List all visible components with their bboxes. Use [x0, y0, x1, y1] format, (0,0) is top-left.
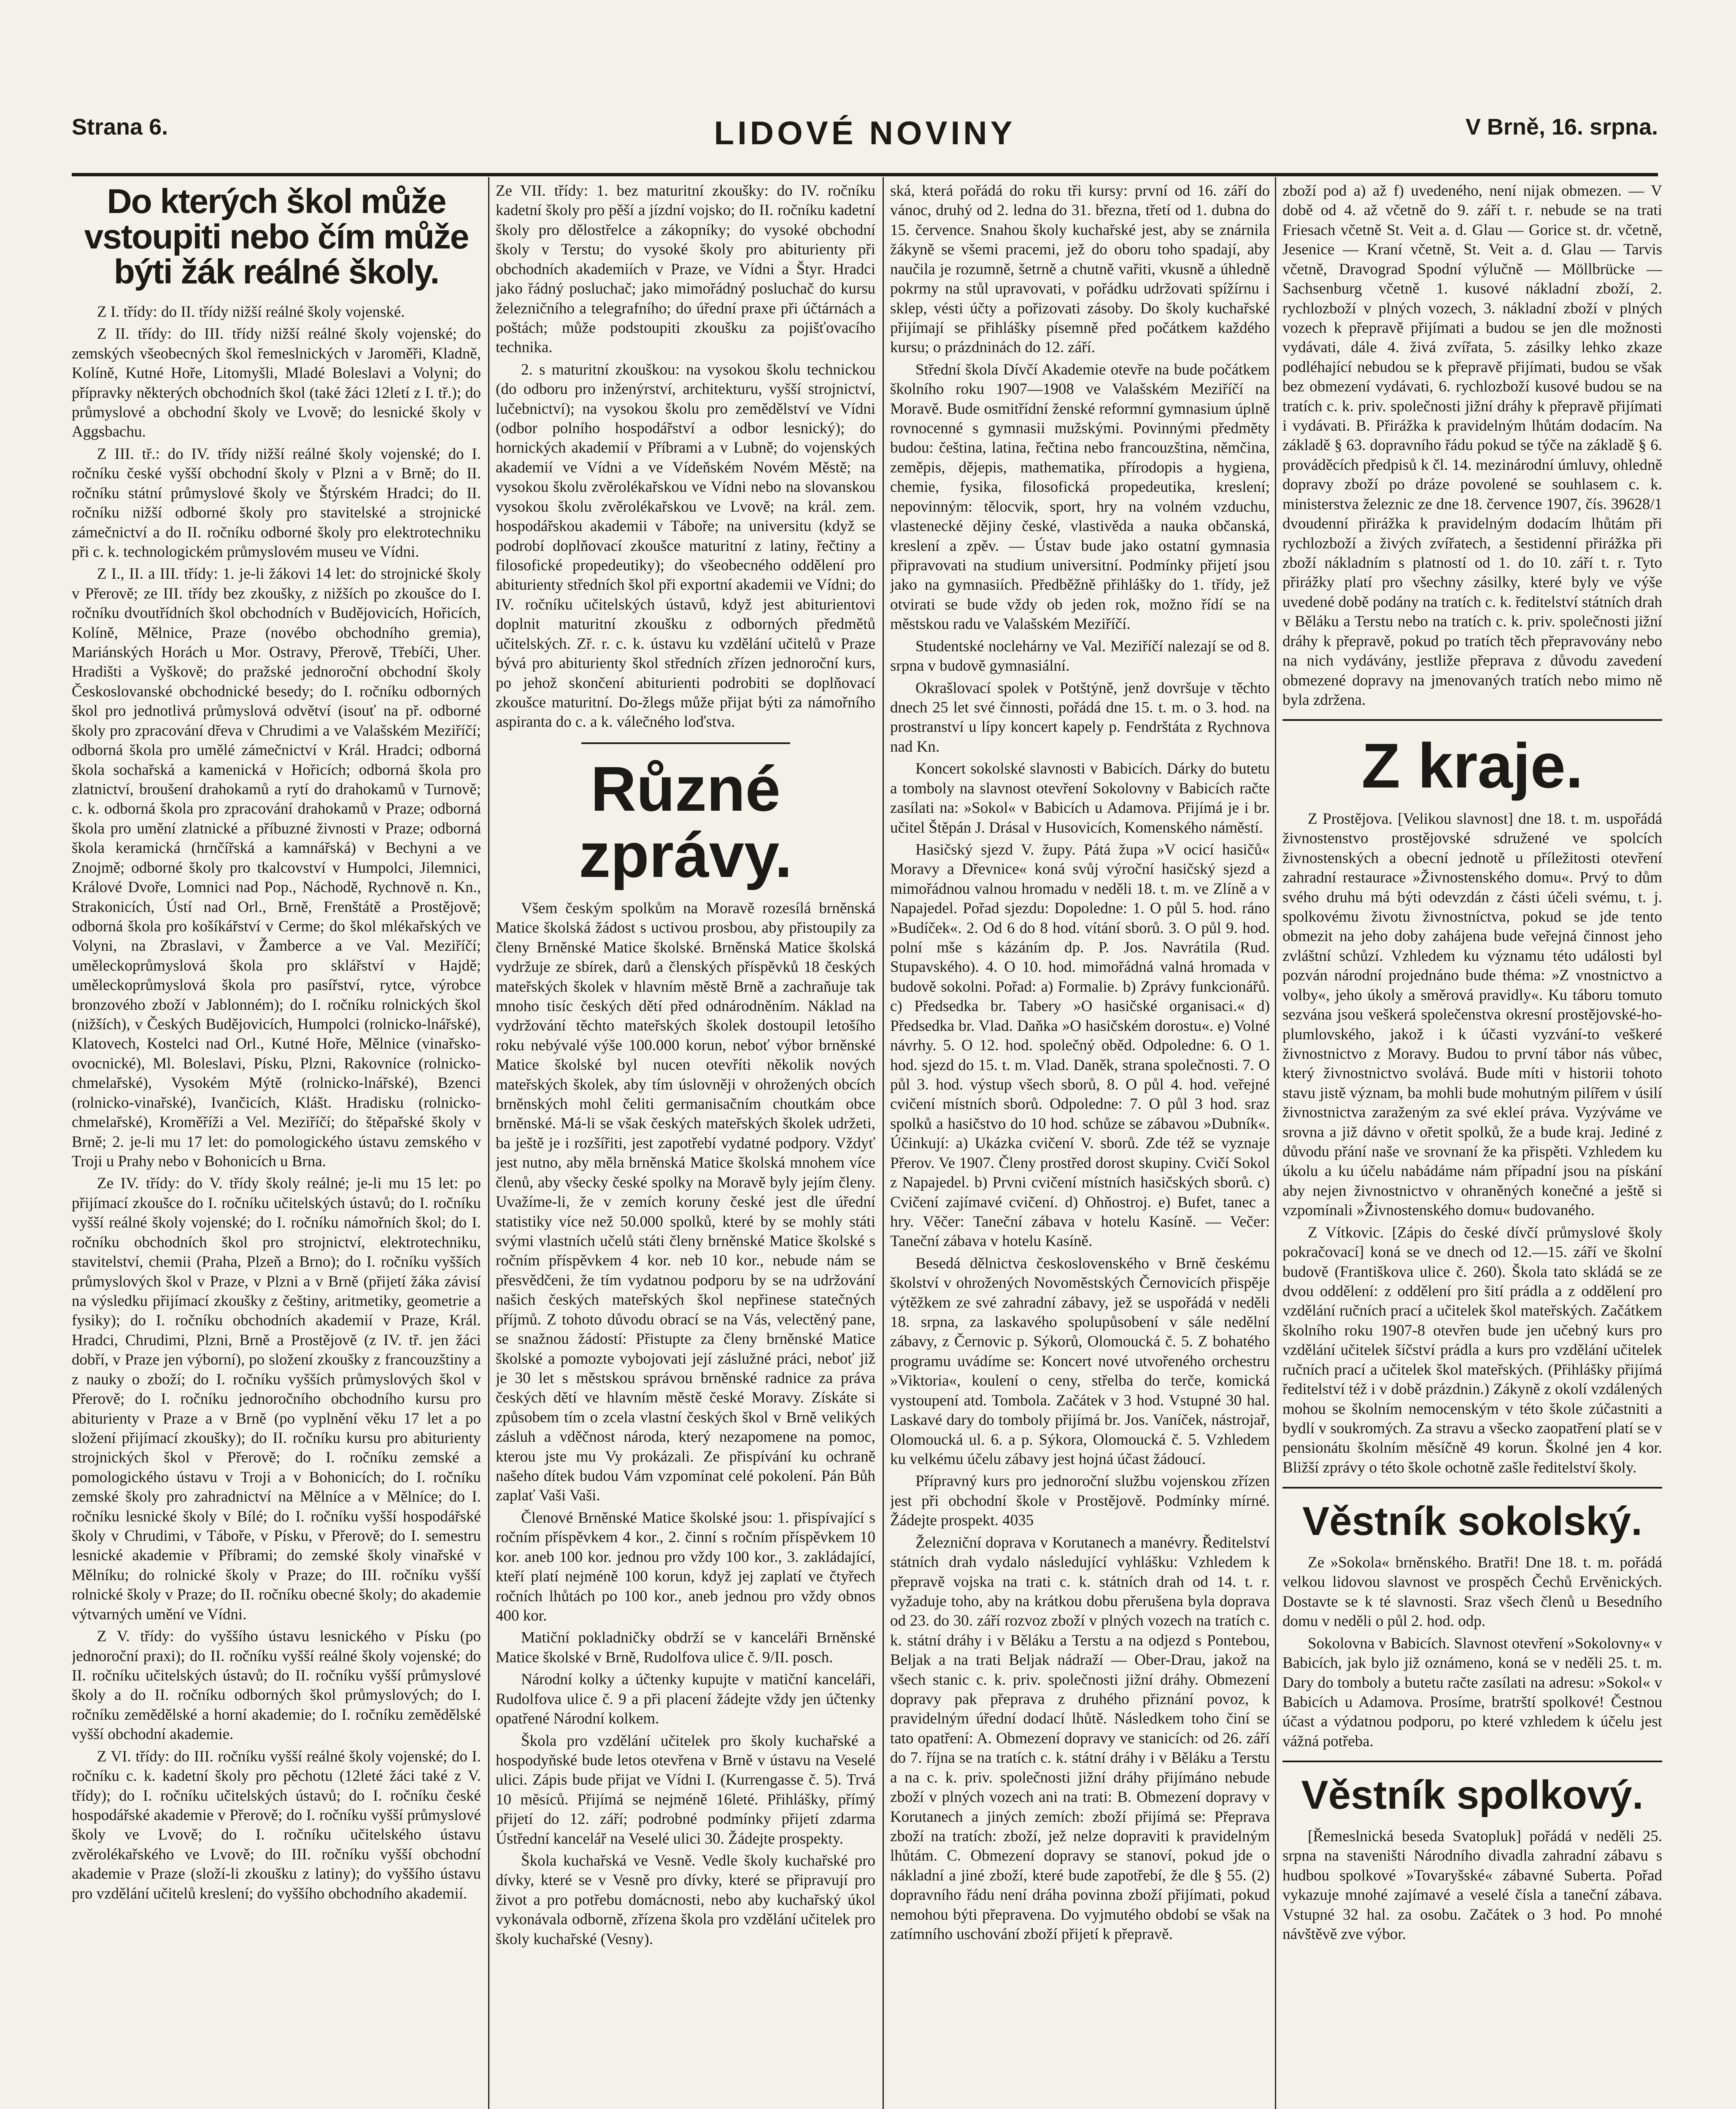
news-item: Přípravný kurs pro jednoroční službu vojenskou zřízen jest při obchodní škole v Prostějově. Podmínky mírné. Žádejte prospekt. 4035	[890, 1473, 1270, 1529]
column-2	[496, 181, 875, 2109]
news-item: Matiční pokladničky obdrží se v kanceláři Brněnské Matice školské v Brně, Rudolfova ulice č. 9/II. posch.	[496, 1629, 875, 1666]
news-item: Národní kolky a účtenky kupujte v matiční kanceláři, Rudolfova ulice č. 9 a při placení žádejte vždy jen účtenky opatřené Národní kolkem.	[496, 1671, 875, 1728]
news-item: Okrašlovací spolek v Potštýně, jenž dovršuje v těchto dnech 25 let své činnosti, pořádá dne 15. t. m. o 3. hod. na prostranství u lípy koncert kapely p. Fendrštáta z Rychnova nad Kn.	[890, 679, 1270, 755]
section-divider	[581, 742, 790, 744]
section-divider	[1282, 1761, 1662, 1762]
news-item: Hasičský sjezd V. župy. Pátá župa »V ocicí hasičů« Moravy a Dřevnice« koná svůj výroční hasičský sjezd a mimořádnou valnou hromadu v neděli 18. t. m. ve Zlíně a v Napajedel. Pořad sjezdu: Dopoledne: 1. O půl 5. hod. ráno »Budíček«. 2. Od 6 do 8 hod. vítání sborů. 3. O půl 9. hod. polní mše s kázáním dp. P. Jos. Navrátila (Rud. Stupavského). 4. O 10. hod. mimořádná valná hromada v budově sokolni. Pořad: a) Formalie. b) Zprávy funkcionářů. c) Předsedka br. Tabery »O hasičské organisaci.« d) Předsedka br. Vlad. Daňka »O hasičském dorostu«. e) Volné návrhy. 5. O 12. hod. společný oběd. Odpoledne: 6. O 1. hod. sjezd do 15. t. m. Vlad. Daněk, strana společnosti. 7. O půl 3. hod. výstup všech sborů, 8. O půl 4. hod. veřejné cvičení místních sborů. Odpoledne: 7. O půl 3 hod. sraz spolků a hasičstvo do 10 hod. schůze se zábavou »Dubník«. Účinkují: a) Ukázka cvičení V. sborů. Zde též se vyznaje Přerov. Ve 1907. Členy prostřed dorost skupiny. Cvičí Sokol z Napajedel. b) Prvni cvičení místních hasičských sborů. c) Cvičení zajímavé cvičení. d) Ohňostroj. e) Bufet, tanec a hry. Věčer: Taneční zábava v hotelu Kasíně. — Večer: Taneční zábava v hotelu Kasíně.	[890, 841, 1270, 1250]
section-title-vestnik-sokolsky: Věstník sokolský.	[1302, 1499, 1642, 1544]
news-item: ská, která pořádá do roku tři kursy: první od 16. září do vánoc, druhý od 2. ledna do 31. března, třetí od 1. dubna do 15. července. Snahou školy kuchařské jest, aby se znárnila žákyně se všemi pracemi, jež do oboru toho spadají, aby naučila je rozumně, šetrně a chutně vařiti, vkusně a úhledně pokrmy na stůl upravovati, v pořádku udržovati spížírnu i sklep, vésti účty a pořizovati zásoby. Do školy kuchařské přijímají se přihlášky písemně před počátkem každého kursu; o prázdninách do 12. září.	[890, 182, 1270, 356]
news-item: Sokolovna v Babicích. Slavnost otevření »Sokolovny« v Babicích, jak bylo již oznámeno, koná se v neděli 25. t. m. Dary do tomboly a butetu račte zasílati na adresu: »Sokol« v Babicích u Adamova. Prosíme, bratrští spolkové! Čestnou účast a výdatnou podporu, po které vzhledem k účelu jest vážná potřeba.	[1282, 1634, 1662, 1750]
news-item: Koncert sokolské slavnosti v Babicích. Dárky do butetu a tomboly na slavnost otevření Sokolovny v Babicích račte zasílati na: »Sokol« v Babicích u Adamova. Přijímá je i br. učitel Štěpán J. Drásal v Husovicích, Komenského náměstí.	[890, 760, 1270, 836]
article-headline: Do kterých škol může vstoupiti nebo čím může býti žák reálné školy.	[84, 182, 469, 291]
news-item: Studentské noclehárny ve Val. Meziříčí nalezají se od 8. srpna v budově gymnasiální.	[890, 637, 1270, 675]
article-paragraph: Z III. tř.: do IV. třídy nižší reálné školy vojenské; do I. ročníku české vyšší obchodní školy v Plzni a v Brně; do II. ročníku státní průmyslové školy ve Štýrském Hradci; do II. ročníku nižší odborné školy pro stavitelské a strojnické zámečnictví a do II. ročníku odborné školy pro elektrotechniku při c. k. technologickém průmyslovém museu ve Vídni.	[72, 445, 481, 561]
column-rule	[1275, 177, 1276, 2109]
news-item: Škola pro vzdělání učitelek pro školy kuchařské a hospodyňské bude letos otevřena v Brně v ústavu na Veselé ulici. Zápis bude přijat ve Vídni I. (Kurrengasse č. 5). Trvá 10 měsíců. Přijímá se nejméně 16leté. Přihlášky, přímý přijetí do 12. září; podrobné podmínky přijetí zdarma Ústřední kancelář na Veselé ulici 30. Žádejte prospekty.	[496, 1732, 875, 1847]
article-paragraph: Ze IV. třídy: do V. třídy školy reálné; je-li mu 15 let: po přijímací zkoušce do I. ročníku učitelských ústavů; do I. ročníku vyšší reálné školy vojenské; do I. ročníku námořních škol; do I. ročníku obchodních škol pro strojnictví, elektrotechniku, stavitelství, chemii (Praha, Plzeň a Brno); do I. ročníku vyšších průmyslových škol v Praze, v Plzni a v Brně (přijetí žáka závisí na výsledku přijímací zkoušky z češtiny, aritmetiky, geometrie a fysiky); do I. ročníku obchodních akademií v Praze, Král. Hradci, Chrudimi, Plzni, Brně a Prostějově (z IV. tř. jen žáci dobří, v Praze jen výborní), po složení zkoušky z francouzštiny a z nauky o zboží; do I. ročníku vyšších průmyslových škol v Přerově; do I. ročníku jednoročního obchodního kursu pro abiturienty v Praze a v Brně (po vyplnění věku 17 let a po složení přijímací zkoušky); do II. ročníku kursu pro abiturienty strojnických škol v Přerově; do I. ročníku zemské a pomologického ústavu v Troji a v Bohonicích; do I. ročníku zemské školy pro zahradnictví na Mělníce a v Mělníce; do I. ročníku lesnické školy v Bílé; do I. ročníku vyšší hospodářské školy v Chrudimi, v Táboře, v Písku, v Přerově; do I. semestru lesnické akademie v Příbrami; do zemské školy vinařské v Mělníku; do rolnické školy v Praze; do III. ročníku vyšší rolnické školy v Praze; do II. ročníku obecné školy; do akademie výtvarných umění ve Vídni.	[72, 1175, 481, 1623]
news-item: Členové Brněnské Matice školské jsou: 1. přispívající s ročním příspěvkem 4 kor., 2. činní s ročním příspěvkem 10 kor. aneb 100 kor. jednou pro vždy 100 kor., 3. zakládající, kteří platí nejméně 100 korun, když jej zaplatí ve čtyřech ročních lhůtách po 100 kor., aneb jednou pro vždy obnos 400 kor.	[496, 1509, 875, 1624]
section-divider	[1282, 1487, 1662, 1489]
masthead	[72, 105, 1658, 176]
article-paragraph: 2. s maturitní zkouškou: na vysokou školu technickou (do odboru pro inženýrství, architekturu, vyšší strojnictví, lučebnictví); na vysokou školu pro zemědělství ve Vídni (odbor polního hospodářství a odbor lesnický); do hornických akademií v Příbrami a v Lubně; do vojenských akademií ve Vídni a ve Vídeňském Novém Městě; na vysokou školu zvěrolékařskou ve Vídni nebo na slovanskou vysokou školu zvěrolékařskou ve Lvově; na král. zem. hospodářskou akademii v Táboře; na universitu (když se podrobí doplňovací zkoušce maturitní z latiny, řečtiny a filosofické propedeutiky); do všeobecného oddělení pro abiturienty středních škol při exportní akademii ve Vídni; do IV. ročníku učitelských ústavů, když jest abiturientovi doplnit maturitní zkoušku z odborných předmětů učitelských. Zř. r. c. k. ústavu ku vzdělání učitelů v Praze bývá pro abiturienty škol středních zřízen jednoroční kurs, po jehož skončení abiturienti podrobiti se doplňovací zkoušce maturitní. Do-žlegs může přijat býti za námořního aspiranta do c. a k. válečného loďstva.	[496, 361, 875, 731]
place-date: V Brně, 16. srpna.	[1465, 114, 1658, 140]
news-item: Všem českým spolkům na Moravě rozesílá brněnská Matice školská žádost s uctivou prosbou, aby přistoupily za členy Brněnské Matice školské. Brněnská Matice školská vydržuje ze sbírek, darů a členských příspěvků 18 českých mateřských školek v hlavním městě Brně a zachraňuje tak mnoho tisíc českých dětí před odnárodněním. Náklad na vydržování těchto mateřských školek dostoupil letošího roku nebývalé výše 100.000 korun, neboť výbor brněnské Matice školské byl nucen otevříti několik nových mateřských školek, aby tím úslovněji v ohrožených obcích brněnských mohl čeliti germanisačním choutkám obce brněnské. Má-li se však českých mateřských školek udržeti, ba ještě je i rozšířiti, jest zapotřebí vydatné podpory. Vždyť jest nutno, aby měla brněnská Matice školská mnohem více členů, aby všecky české spolky na Moravě byly jejím členy. Uvažíme-li, že v zemích koruny české jest dle úřední statistiky více než 50.000 spolků, které by se mohly státi svými vlastních učelů státi členy brněnské Matice školské s ročním příspěvkem 4 kor. neb 10 kor., nebude nám se přesvědčeni, že tím vydatnou podporu by se na udržování našich českých mateřských škol nepřinese statečných příjmů. Z tohoto důvodu obrací se na Vás, velectěný pane, se snažnou žádostí: Přistupte za členy brněnské Matice školské a pomozte vybojovati její záslužné práci, neboť již je 30 let s městskou správou brněnské radnice za práva českých dětí ve hlavním městě české Moravy. Získáte si způsobem tím o zcela vlastní českých škol v Brně velikých zásluh a vděčnost národa, který nezapomene na pomoc, kterou jste mu Vy prokázali. Ze přispívání ku ochraně našeho dítek budou Vám vzpomínat celé pokolení. Pán Bůh zaplať Vaši Vaši.	[496, 899, 875, 1505]
news-item: Škola kuchařská ve Vesně. Vedle školy kuchařské pro dívky, které se v Vesně pro dívky, které se připravují pro život a pro potřebu domácnosti, nebo aby kuchařský úkol vykonávala odborně, zřízena škola pro vzdělání učitelek pro školy kuchařské (Vesny).	[496, 1852, 875, 1948]
column-rule	[883, 177, 884, 2109]
section-title-z-kraje: Z kraje.	[1361, 730, 1583, 801]
column-3	[890, 181, 1270, 2109]
column-rule	[488, 177, 489, 2109]
news-item: [Řemeslnická beseda Svatopluk] pořádá v neděli 25. srpna na staveništi Národního divadla zahradní zábavu s hudbou spolkové »Tovaryšské« zábavné Suberta. Pořad vykazuje mnohé zajímavé a veselé čísla a taneční zábava. Vstupné 32 hal. za osobu. Začátek o 3 hod. Po mnohé návštěvě zve výbor.	[1282, 1828, 1662, 1943]
page-number: Strana 6.	[72, 114, 168, 140]
section-title-ruzne-zpravy: Různé zprávy.	[579, 753, 792, 891]
news-item: Z Prostějova. [Velikou slavnost] dne 18. t. m. uspořádá živnostenstvo prostějovské sdružené ve spolcích živnostenských a obecní jednotě u příležitosti otevření zahradní restaurace »Živnostenského domu«. Prvý to dům svého druhu má býti odevzdán z části účeli svému, t. j. spolkovému životu živnostníctva, pokud se jde tento obmezit na jeho doby zahájena bude veřejná činnost jeho zvláštní schůzí. Vzhledem ku významu této události byl pozván národní projednáno bude théma: »Z vnostnictvo a volby«, jeho úkoly a směrová pravidly«. Ku táboru tomuto sezvána jsou veškerá společenstva okresní prostějovské-ho-plumlovského, jakož i k účasti vyzvání-to veškeré živnostnictvo z Moravy. Budou to první tábor nás vůbec, který živnostnictvo svolává. Bude míti v historii tohoto stavu jistě význam, ba mohli bude mohutným pilířem v úsilí živnostnictva zaraženým za své ekleí práva. Vyzýváme ve srovna a již dávno v ořetit spolků, že a bude kraj. Jediné z důvodu přání naše ve srovnaní že ka přispěti. Vzhledem ku úkolu a ku účelu nabádáme nám případní jsou na pískání aby nejen živnostnictvo v ohraněných konečné a ještě si vzpomínali »Živnostenského domu« budovaného.	[1282, 810, 1662, 1219]
article-paragraph: Z I., II. a III. třídy: 1. je-li žákovi 14 let: do strojnické školy v Přerově; ze III. třídy bez zkoušky, z nižších po zkoušce do I. ročníku dvoutřídních škol obchodních v Budějovicích, Hořicích, Kolíně, Mělnice, Praze (novébo obchodního gremia), Mariánských Horách u Mor. Ostravy, Přerově, Třebíči, Uher. Hradišti a Vyškově; do pražské jednoroční obchodní školy Českoslovanské obchodnické besedy; do I. ročníku odborných škol pro jednotlivá průmyslová odvětví (isouť na př. odborné školy pro zpracování dřeva v Chrudimi a ve Valašském Meziříčí; odborná škola pro umělé zámečnictví v Král. Hradci; odborná škola sochařská a kamenická v Hořicích; odborná škola pro zlatnictví, broušení drahokamů a rytí do drahokamů v Turnově; c. k. odborná škola pro zpracování drahokamů v Praze; odborná škola pro umění zlatnické a příbuzné živnosti v Praze; odborná škola keramická (hrnčířská a kamnářská) v Bechyni a ve Znojmě; odborné školy pro tkalcovství v Humpolci, Jilemnici, Králové Dvoře, Lomnici nad Pop., Náchodě, Rychnově n. Kn., Strakonicích, Ústí nad Orl., Brně, Frenštátě a Prostějově; odborná škola pro košíkářství v Cerme; do škol mlékařských ve Volyni, na Zbraslavi, v Žamberce a ve Val. Meziříčí; uměleckoprůmyslová škola pro sklářství v Hajdě; uměleckoprůmyslová škola pro pasířství, rytce, výrobce bronzového zboží v Jablonném); do I. ročníku rolnických škol (nižších), v Českých Budějovicích, Humpolci (rolnicko-lnářské), Klatovech, Kostelci nad Orl., Kutné Hoře, Mělnice (vinařsko-ovocnické), Ml. Boleslavi, Písku, Plzni, Rakovníce (rolnicko-chmelařské), Vysokém Mýtě (rolnicko-lnářské), Bzenci (rolnicko-vinařské), Ivančicích, Klášt. Hradisku (rolnicko-chmelařské), Kroměříži a Vel. Meziříčí; do štěpařské školy v Brně; 2. je-li mu 17 let: do pomologického ústavu zemského v Troji u Prahy nebo v Bohonicích u Brna.	[72, 565, 481, 1170]
section-title-vestnik-spolkovy: Věstník spolkový.	[1301, 1772, 1644, 1818]
news-item: Železniční doprava v Korutanech a manévry. Ředitelství státních drah vydalo následující vyhlášku: Vzhledem k přepravě vojska na trati c. k. státních drah od 14. t. r. vyžaduje toho, aby na krátkou dobu přerušena byla doprava od 23. do 30. září rozvoz zboží v plných vozech na tratích c. k. státní dráhy i v Běláku a Terstu a na odjezd s Pontebou, Beljak a na trati Beljak nádraží — Ober-Drau, jakož na všech stanic c. k. priv. společnosti jižní dráhy. Obmezení dopravy pak přeprava z druhého přiznání povoz, k pravidelným úřední dodací lhůtě. Následkem toho činí se tato opatření: A. Obmezení dopravy ve stanicích: od 26. září do 7. října se na tratích c. k. státní dráhy i v Běláku a Terstu a na c. k. priv. společnosti jižní dráhy přijímáno nebude zboží v plných vozech ani na trati: B. Obmezení dopravy v Korutanech a jiných zemích: zboží přijímá se: Přeprava zboží na tratích: zboží, jež nelze dopraviti k pravidelným lhůtám. C. Obmezení dopravy se stanoví, pokud jde o nákladní a jiné zboží, které bude zapotřebí, že dle § 55. (2) dopravního řádu není dráha povinna zboží přijímati, pokud nemohou býti přepravena. Do vyjmutého období se však na zatímního uschování zboží přijetí k přepravě.	[890, 1534, 1270, 1943]
article-paragraph: Z II. třídy: do III. třídy nižší reálné školy vojenské; do zemských všeobecných škol řemeslnických v Jaroměři, Kladně, Kolíně, Kutné Hoře, Litomyšli, Mladé Boleslavi a Volyni; do přípravky některých obchodních škol (také žáci 12letí z I. tř.); do průmyslové a obchodní školy ve Lvově; do lesnické školy v Aggsbachu.	[72, 325, 481, 441]
article-paragraph: Z I. třídy: do II. třídy nižší reálné školy vojenské.	[97, 303, 405, 321]
news-item: Besedá dělnictva československého v Brně českému školství v ohrožených Novoměstských Černovicích přispěje výtěžkem ze své zahradní zábavy, jež se uspořádá v neděli 18. srpna, za laskavého spolupůsobení v sále nedělní zábavy, z Černovic p. Sýkorů, Olomoucká č. 5. Z bohatého programu uvádíme se: Koncert nové utvořeného orchestru »Viktoria«, koulení o ceny, střelba do terče, komická vystoupení atd. Tombola. Začátek v 3 hod. Vstupné 30 hal. Laskavé dary do tomboly přijímá br. Jos. Vaníček, nástrojař, Olomoucká ul. 6. a p. Sýkora, Olomoucká č. 5. Vzhledem ku velkému účelu zábavy jest hojná účast žádoucí.	[890, 1254, 1270, 1468]
section-divider	[1282, 719, 1662, 721]
column-1	[72, 181, 481, 2109]
column-4	[1282, 181, 1662, 2109]
news-item: Střední škola Dívčí Akademie otevře na bude počátkem školního roku 1907—1908 ve Valašském Meziříčí na Moravě. Bude osmitřídní ženské reformní gymnasium úplně rovnocenné s gymnasii mužskými. Povinnými předměty budou: čeština, latina, řečtina nebo francouzština, němčina, zeměpis, dějepis, mathematika, přírodopis a hygiena, chemie, fysika, filosofická propedeutika, kreslení; nepovinným: tělocvik, sport, hry na volném vzduchu, vlastenecké dějiny české, vlastivěda a nauka občanská, kreslení a zpěv. — Ústav bude jako ostatní gymnasia připravovati na studium universitní. Podmínky přijetí jsou jako na gymnasiích. Předběžně přihlášky do 1. třídy, jež otvirati se bude vždy ob jeden rok, možno řídí se na městskou radu ve Valašském Meziříčí.	[890, 361, 1270, 633]
newspaper-name: LIDOVÉ NOVINY	[714, 114, 1016, 151]
news-item: Z Vítkovic. [Zápis do české dívčí průmyslové školy pokračovací] koná se ve dnech od 12.—15. září ve školní budově (Františkova ulice č. 260). Škola tato skládá se ze dvou oddělení: z oddělení pro šití prádla a z oddělení pro vzdělání ručních prací a učitelek škol mateřských. Začátkem školního roku 1907-8 otevřen bude jen učebný kurs pro vzdělání učitelek šíčství prádla a kurs pro vzdělání učitelek ručních prací a učitelek škol mateřských. (Přihlášky přijímá ředitelství též i v době prázdnin.) Zákyně z okolí vzdálených mohou se školním nemocenským v této škole zúčastniti a bydlí v soukromých. Za stravu a všecko zaopatření platí se v pensionátu školním měsíčně 49 korun. Školné jen 4 kor. Bližší zprávy o této škole ochotně zašle ředitelství školy.	[1282, 1224, 1662, 1476]
article-paragraph: Z V. třídy: do vyššího ústavu lesnického v Písku (po jednoroční praxi); do II. ročníku vyšší reálné školy vojenské; do II. ročníku učitelských ústavů; do II. ročníku vyšší průmyslové školy a do II. ročníku odborných škol průmyslových; do I. ročníku zemědělské a horní akademie; do I. ročníku zemědělské vyšší obchodní akademie.	[72, 1628, 481, 1743]
news-item: Ze »Sokola« brněnského. Bratři! Dne 18. t. m. pořádá velkou lidovou slavnost ve prospěch Čechů Ervěnických. Dostavte se k té slavnosti. Sraz všech členů u Besedního domu v neděli o půl 2. hod. odp.	[1282, 1554, 1662, 1630]
article-paragraph: Z VI. třídy: do III. ročníku vyšší reálné školy vojenské; do I. ročníku c. k. kadetní školy pro pěchotu (12leté žáci také z V. třídy); do I. ročníku učitelských ústavů; do I. ročníku české hospodářské akademie v Přerově; do I. ročníku vyšší průmyslové školy ve Lvově; do I. ročníku učitelského ústavu zvěrolékařského ve Lvově; do III. ročníku vyšší obchodní akademie v Praze (složí-li zkoušku z latiny); do vyššího ústavu pro vzdělání učitelů kreslení; do vyššího obchodního akademií.	[72, 1748, 481, 1902]
news-item: zboží pod a) až f) uvedeného, není nijak obmezen. — V době od 4. až včetně do 9. září t. r. nebude se na trati Friesach včetně St. Veit a. d. Glau — Gorice st. dr. včetně, Jesenice — Kraní včetně, St. Veit a. d. Glau — Tarvis včetně, Dravograd Spodní výlučně — Möllbrücke — Sachsenburg včetně 1. kusové nákladní zboží, 2. rychlozboží v plných vozech, 3. nákladní zboží v plných vozech k přepravě přijímati a budou se jen dle možnosti vydávati, dále 4. živá zvířata, 5. zásilky lehko zkaze podléhající nebudou se k přepravě přijímati, budou se však bez obmezení vydávati, 6. rychlozboží kusové budou se na tratích c. k. priv. společnosti jižní dráhy k přepravě přijímati i vydávati. B. Přirážka k pravidelným lhůtám dodacím. Na základě § 63. dopravního řádu pokud se týče na základě § 6. prováděcích předpisů k čl. 14. mezinárodní úmluvy, ohledně dopravy zboží po dráze povolené se souhlasem c. k. ministerstva železnic ze dne 18. července 1907, čís. 39628/1 dvoudenní přirážka k pravidelným dodacím lhůtám při rychlozboží a živých zvířatech, a šestidenní přirážka při zboží nákladním s platností od 1. do 10. září t. r. Tyto přirážky platí pro všechny zásilky, které byly ve výše uvedené době podány na tratích c. k. ředitelství státních drah v Běláku a Terstu nebo na tratích c. k. priv. společnosti jižní dráhy k přepravě, pokud po tratích těch přepravovány nebo na nich vydávány, jestliže přeprava z důvodu zavedení obmezené dopravy na jmenovaných tratích nebo mimo ně byla zdržena.	[1282, 182, 1662, 709]
article-paragraph: Ze VII. třídy: 1. bez maturitní zkoušky: do IV. ročníku kadetní školy pro pěší a jízdní vojsko; do II. ročníku kadetní školy pro dělostřelce a zákopníky; do vysoké obchodní školy v Terstu; do vysoké školy pro abiturienty při obchodních akademiích v Praze, ve Vídni a Štyr. Hradci jako řádný posluchač; jako mimořádný posluchač do kursu železničního a telegrafního; do úřední praxe při účtárnách a poštách; může podstoupiti zkoušku za pojišťovacího technika.	[496, 182, 875, 356]
